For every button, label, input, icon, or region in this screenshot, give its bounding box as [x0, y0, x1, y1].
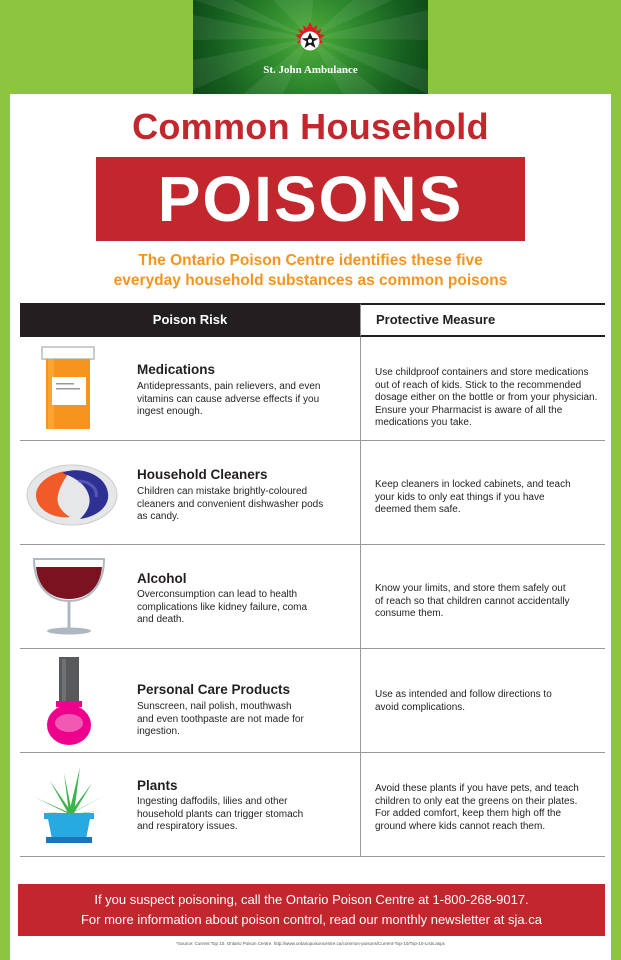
poison-description [137, 796, 347, 834]
measure-line: out of reach of kids. Stick to the recommended [375, 379, 582, 391]
measure-line: Avoid these plants if you have pets, and teach [375, 783, 579, 794]
poison-name: Household Cleaners [137, 467, 268, 482]
st-john-ambulance-logo-icon [290, 20, 330, 60]
poison-name: Plants [137, 778, 178, 793]
protective-measure [375, 479, 605, 517]
table-row-medications [20, 337, 605, 441]
table-row-plants [20, 753, 605, 857]
measure-line: Keep cleaners in locked cabinets, and teach [375, 479, 571, 490]
column-header-protective-measure: Protective Measure [360, 303, 605, 337]
poison-description [137, 486, 347, 524]
subtitle-line-1: The Ontario Poison Centre identifies these five [138, 252, 483, 269]
nail-polish-icon [20, 649, 130, 753]
page-title: Common Household [132, 106, 489, 147]
pill-bottle-icon [20, 337, 130, 441]
measure-line: deemed them safe. [375, 504, 461, 515]
wine-glass-icon [20, 545, 130, 649]
measure-line: Know your limits, and store them safely out [375, 583, 566, 594]
table-row-alcohol [20, 545, 605, 649]
measure-line: avoid complications. [375, 701, 466, 713]
table-header [20, 303, 605, 337]
source-citation: *Source: Current Top 10. Ontario Poison Centre. http://www.ontariopoisoncentre.ca/common-poisons/Current-Top-10/Top-10-Lists.aspx [176, 941, 445, 946]
measure-line: your kids to only eat things if you have [375, 491, 545, 503]
brand-name: St. John Ambulance [263, 64, 358, 76]
measure-line: ground where kids cannot reach them. [375, 820, 546, 832]
table-row-household-cleaners [20, 441, 605, 545]
brand-header [193, 0, 428, 94]
description-line: as candy. [137, 511, 180, 522]
measure-line: of reach so that children cannot accidentally [375, 595, 570, 607]
measure-line: dosage either on the bottle or from your physician. [375, 392, 598, 403]
poison-description [137, 381, 347, 419]
protective-measure [375, 367, 605, 430]
column-divider [360, 337, 361, 441]
measure-line: Ensure your Pharmacist is aware of all the [375, 404, 563, 416]
description-line: complications like kidney failure, coma [137, 601, 308, 613]
subtitle [60, 251, 561, 291]
measure-line: consume them. [375, 608, 444, 619]
description-line: ingest enough. [137, 406, 203, 417]
measure-line: Use childproof containers and store medications [375, 367, 589, 378]
page-title-highlight: POISONS [96, 157, 525, 241]
column-divider [360, 753, 361, 857]
poison-name: Personal Care Products [137, 682, 291, 697]
protective-measure [375, 583, 605, 621]
description-line: Children can mistake brightly-coloured [137, 486, 308, 497]
potted-plant-icon [20, 753, 130, 857]
description-line: and respiratory issues. [137, 821, 238, 832]
protective-measure [375, 689, 605, 714]
dishwasher-pod-icon [20, 441, 130, 545]
poison-centre-phone-text: If you suspect poisoning, call the Ontario Poison Centre at 1-800-268-9017. [94, 892, 529, 907]
measure-line: For added comfort, keep them high off the [375, 808, 562, 819]
description-line: Antidepressants, pain relievers, and even [137, 381, 321, 392]
measure-line: medications you take. [375, 417, 472, 428]
description-line: cleaners and convenient dishwasher pods [137, 498, 324, 510]
poison-name: Medications [137, 362, 216, 377]
column-divider [360, 649, 361, 753]
column-divider [360, 441, 361, 545]
description-line: and even toothpaste are not made for [137, 713, 304, 725]
measure-line: Use as intended and follow directions to [375, 689, 552, 700]
measure-line: children to only eat the greens on their plates. [375, 795, 578, 807]
description-line: Overconsumption can lead to health [137, 589, 298, 600]
call-to-action-banner [18, 884, 605, 936]
poison-description [137, 701, 347, 739]
description-line: and death. [137, 614, 185, 625]
description-line: Ingesting daffodils, lilies and other [137, 796, 288, 807]
poison-name: Alcohol [137, 571, 187, 586]
column-divider [360, 545, 361, 649]
table-row-personal-care [20, 649, 605, 753]
description-line: household plants can trigger stomach [137, 808, 304, 820]
description-line: Sunscreen, nail polish, mouthwash [137, 701, 292, 712]
protective-measure [375, 783, 605, 833]
subtitle-line-2: everyday household substances as common poisons [113, 272, 508, 289]
newsletter-text: For more information about poison control, read our monthly newsletter at sja.ca [80, 912, 542, 927]
description-line: ingestion. [137, 726, 180, 737]
column-header-poison-risk: Poison Risk [20, 303, 360, 337]
description-line: vitamins can cause adverse effects if you [137, 393, 320, 405]
poison-description [137, 589, 347, 627]
